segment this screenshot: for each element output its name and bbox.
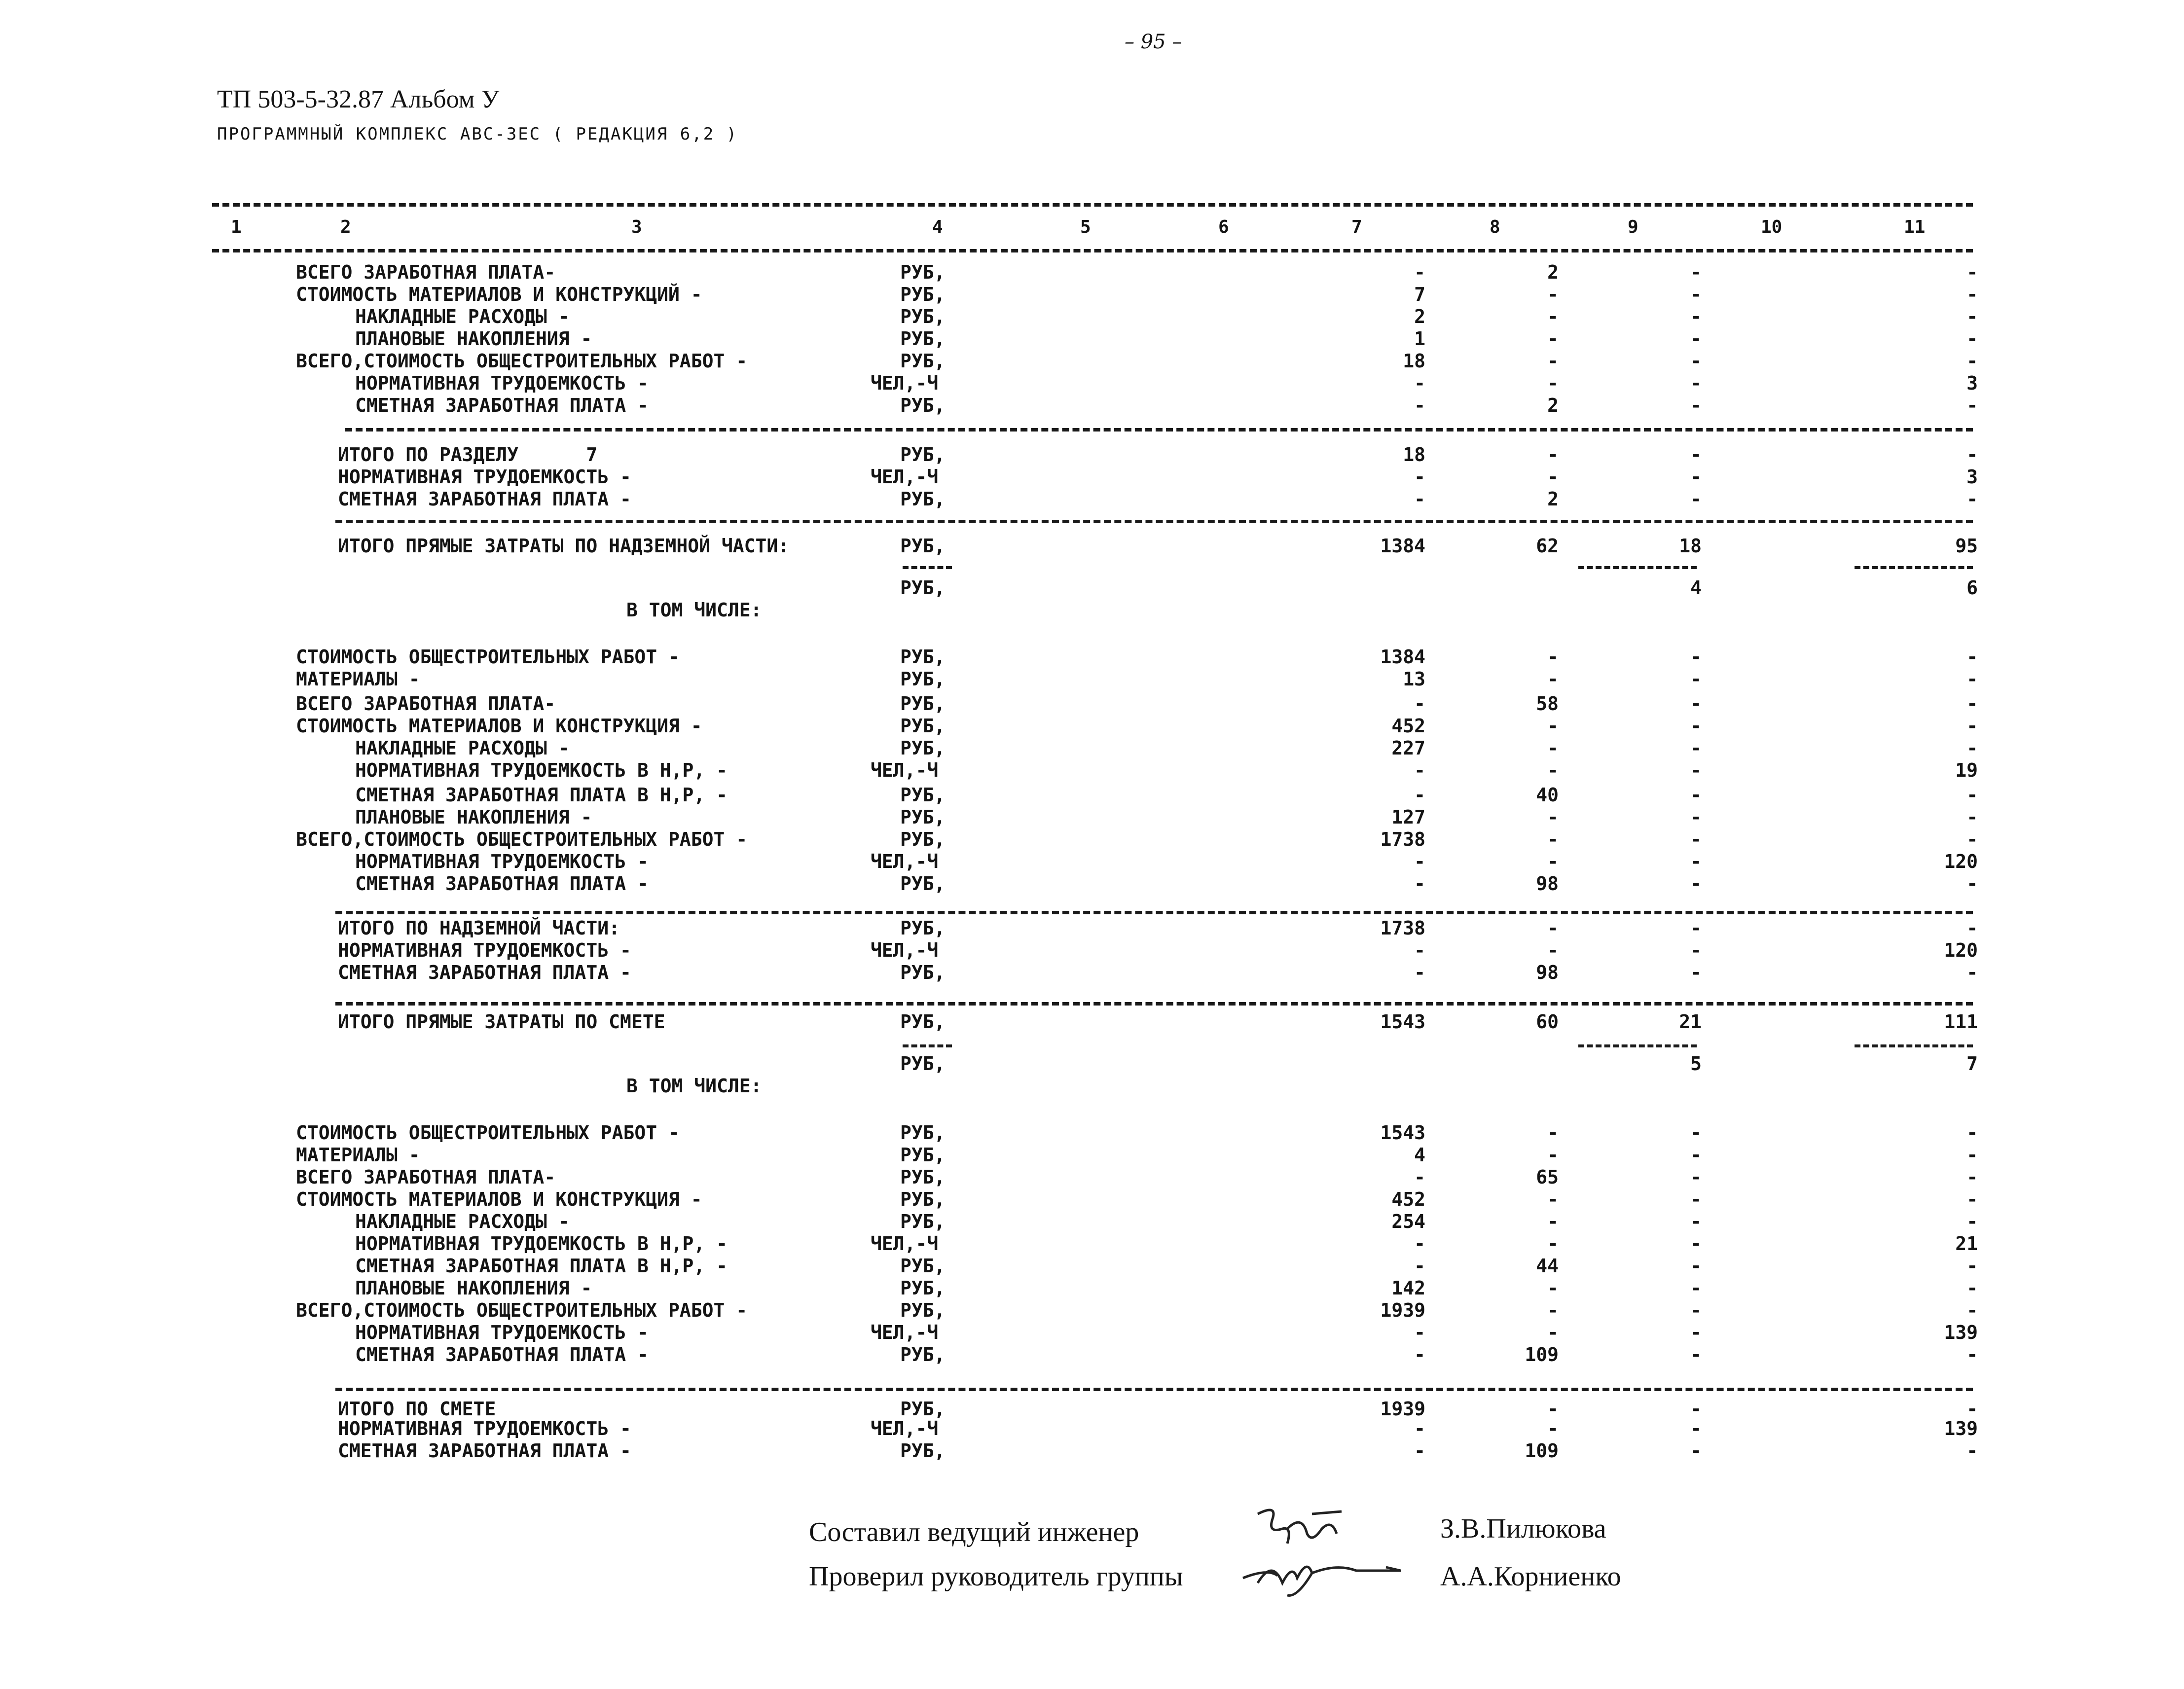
row-value-c11: 3 — [1966, 372, 1978, 394]
row-value-c11: - — [1966, 284, 1978, 305]
row-value-c11: 7 — [1966, 1053, 1978, 1075]
row-unit: РУБ, — [900, 328, 946, 350]
row-value-c8: 62 — [1536, 535, 1559, 557]
row-unit: РУБ, — [900, 1011, 946, 1033]
row-value-c7: 142 — [1391, 1277, 1425, 1299]
row-value-c7: 1543 — [1380, 1122, 1425, 1144]
row-value-c9: - — [1690, 284, 1702, 305]
row-value-c8: - — [1547, 444, 1559, 466]
row-value-c9: - — [1690, 372, 1702, 394]
row-unit: РУБ, — [900, 1440, 946, 1462]
row-value-c11: - — [1966, 1188, 1978, 1210]
row-label: ВСЕГО ЗАРАБОТНАЯ ПЛАТА- — [296, 261, 556, 283]
row-value-c8: - — [1547, 1144, 1559, 1166]
row-value-c11: 19 — [1955, 759, 1978, 781]
row-label: ВСЕГО ЗАРАБОТНАЯ ПЛАТА- — [296, 1166, 556, 1188]
row-value-c11: - — [1966, 917, 1978, 939]
row-value-c11: - — [1966, 1122, 1978, 1144]
row-value-c11: - — [1966, 873, 1978, 895]
row-value-c11: - — [1966, 306, 1978, 327]
row-value-c8: 98 — [1536, 962, 1559, 983]
row-label: СТОИМОСТЬ МАТЕРИАЛОВ И КОНСТРУКЦИЙ - — [296, 284, 702, 305]
row-value-c8: 98 — [1536, 873, 1559, 895]
row-unit: РУБ, — [900, 784, 946, 806]
row-value-c7: - — [1414, 1233, 1425, 1255]
row-unit: РУБ, — [900, 535, 946, 557]
row-value-c7: 1 — [1414, 328, 1425, 350]
row-value-c8: - — [1547, 306, 1559, 327]
row-unit: ЧЕЛ,-Ч — [871, 1233, 939, 1255]
row-value-c11: - — [1966, 328, 1978, 350]
row-value-c11: - — [1966, 444, 1978, 466]
row-value-c9: 4 — [1690, 577, 1702, 599]
row-label: ПЛАНОВЫЕ НАКОПЛЕНИЯ - — [355, 1277, 592, 1299]
composed-by-label: Составил ведущий инженер — [809, 1517, 1139, 1547]
row-value-c11: - — [1966, 668, 1978, 690]
row-unit: РУБ, — [900, 1299, 946, 1321]
row-value-c11: - — [1966, 1398, 1978, 1420]
row-value-c11: - — [1966, 1166, 1978, 1188]
row-value-c9: - — [1690, 444, 1702, 466]
row-value-c8: - — [1547, 284, 1559, 305]
row-value-c8: - — [1547, 1188, 1559, 1210]
row-value-c7: - — [1414, 1440, 1425, 1462]
column-number: 8 — [1490, 217, 1500, 237]
row-label: СМЕТНАЯ ЗАРАБОТНАЯ ПЛАТА - — [338, 1440, 631, 1462]
row-label: НОРМАТИВНАЯ ТРУДОЕМКОСТЬ - — [355, 851, 649, 872]
row-value-c8: - — [1547, 917, 1559, 939]
row-value-c9: - — [1690, 873, 1702, 895]
row-value-c9: - — [1690, 939, 1702, 961]
row-value-c9: - — [1690, 488, 1702, 510]
row-value-c11: 139 — [1944, 1418, 1978, 1439]
row-value-c7: 4 — [1414, 1144, 1425, 1166]
row-unit: РУБ, — [900, 917, 946, 939]
row-value-c9: 5 — [1690, 1053, 1702, 1075]
row-label: СМЕТНАЯ ЗАРАБОТНАЯ ПЛАТА - — [338, 488, 631, 510]
row-unit: РУБ, — [900, 261, 946, 283]
row-label: НОРМАТИВНАЯ ТРУДОЕМКОСТЬ - — [355, 1322, 649, 1343]
row-unit: РУБ, — [900, 828, 946, 850]
row-value-c9: - — [1690, 1277, 1702, 1299]
checker-name: А.А.Корниенко — [1440, 1561, 1621, 1592]
row-unit: РУБ, — [900, 737, 946, 759]
row-value-c9: - — [1690, 806, 1702, 828]
row-value-c8: 2 — [1547, 395, 1559, 416]
row-value-c8: - — [1547, 737, 1559, 759]
row-value-c11: - — [1966, 1211, 1978, 1232]
row-label: МАТЕРИАЛЫ - — [296, 1144, 420, 1166]
row-value-c11: - — [1966, 1440, 1978, 1462]
row-value-c8: - — [1547, 646, 1559, 668]
subtotal-dash — [903, 566, 952, 569]
row-label: НОРМАТИВНАЯ ТРУДОЕМКОСТЬ - — [338, 466, 631, 488]
row-unit: РУБ, — [900, 1122, 946, 1144]
row-value-c11: - — [1966, 488, 1978, 510]
row-value-c7: - — [1414, 1255, 1425, 1277]
row-value-c7: - — [1414, 873, 1425, 895]
row-value-c9: 21 — [1679, 1011, 1702, 1033]
row-value-c11: 120 — [1944, 939, 1978, 961]
row-value-c9: - — [1690, 1122, 1702, 1144]
row-unit: РУБ, — [900, 395, 946, 416]
row-value-c7: - — [1414, 962, 1425, 983]
column-number: 6 — [1218, 217, 1229, 237]
row-value-c8: 58 — [1536, 693, 1559, 715]
row-label: СМЕТНАЯ ЗАРАБОТНАЯ ПЛАТА - — [355, 873, 649, 895]
row-unit: РУБ, — [900, 646, 946, 668]
row-value-c11: - — [1966, 350, 1978, 372]
row-value-c9: - — [1690, 1440, 1702, 1462]
row-value-c8: - — [1547, 1277, 1559, 1299]
row-value-c7: 1384 — [1380, 535, 1425, 557]
row-unit: РУБ, — [900, 1398, 946, 1420]
row-unit: РУБ, — [900, 1188, 946, 1210]
row-value-c8: - — [1547, 1299, 1559, 1321]
row-label: ВСЕГО,СТОИМОСТЬ ОБЩЕСТРОИТЕЛЬНЫХ РАБОТ - — [296, 350, 748, 372]
row-value-c9: - — [1690, 350, 1702, 372]
row-value-c9: - — [1690, 1322, 1702, 1343]
column-number: 5 — [1080, 217, 1091, 237]
row-unit: РУБ, — [900, 715, 946, 737]
column-number: 7 — [1351, 217, 1362, 237]
row-value-c11: - — [1966, 715, 1978, 737]
row-value-c8: 2 — [1547, 261, 1559, 283]
row-unit: РУБ, — [900, 488, 946, 510]
row-value-c7: 254 — [1391, 1211, 1425, 1232]
row-label: НОРМАТИВНАЯ ТРУДОЕМКОСТЬ - — [338, 1418, 631, 1439]
row-value-c9: - — [1690, 759, 1702, 781]
row-value-c9: - — [1690, 306, 1702, 327]
row-value-c7: 1543 — [1380, 1011, 1425, 1033]
row-value-c7: 452 — [1391, 1188, 1425, 1210]
row-value-c8: 2 — [1547, 488, 1559, 510]
row-label: НОРМАТИВНАЯ ТРУДОЕМКОСТЬ - — [355, 372, 649, 394]
row-value-c9: - — [1690, 1299, 1702, 1321]
row-label: ИТОГО ПРЯМЫЕ ЗАТРАТЫ ПО НАДЗЕМНОЙ ЧАСТИ: — [338, 535, 790, 557]
row-value-c9: - — [1690, 466, 1702, 488]
row-unit: ЧЕЛ,-Ч — [871, 939, 939, 961]
row-label: ВСЕГО,СТОИМОСТЬ ОБЩЕСТРОИТЕЛЬНЫХ РАБОТ - — [296, 828, 748, 850]
row-value-c7: - — [1414, 939, 1425, 961]
row-unit: РУБ, — [900, 1277, 946, 1299]
row-value-c9: - — [1690, 1166, 1702, 1188]
row-unit: ЧЕЛ,-Ч — [871, 466, 939, 488]
row-unit: РУБ, — [900, 1255, 946, 1277]
row-unit: РУБ, — [900, 1053, 946, 1075]
column-number: 4 — [932, 217, 943, 237]
row-value-c8: 109 — [1525, 1440, 1559, 1462]
row-value-c7: - — [1414, 784, 1425, 806]
row-value-c7: - — [1414, 466, 1425, 488]
row-value-c7: - — [1414, 261, 1425, 283]
row-value-c8: - — [1547, 1233, 1559, 1255]
row-value-c7: 1939 — [1380, 1299, 1425, 1321]
row-value-c7: - — [1414, 395, 1425, 416]
row-value-c9: - — [1690, 962, 1702, 983]
row-label: ИТОГО ПРЯМЫЕ ЗАТРАТЫ ПО СМЕТЕ — [338, 1011, 665, 1033]
column-number: 9 — [1628, 217, 1638, 237]
row-value-c11: - — [1966, 784, 1978, 806]
composer-name: З.В.Пилюкова — [1440, 1513, 1606, 1544]
column-number: 3 — [631, 217, 642, 237]
row-value-c7: - — [1414, 693, 1425, 715]
row-value-c8: - — [1547, 1398, 1559, 1420]
row-value-c8: - — [1547, 1418, 1559, 1439]
row-value-c11: - — [1966, 693, 1978, 715]
row-value-c11: - — [1966, 806, 1978, 828]
row-unit: РУБ, — [900, 1211, 946, 1232]
row-value-c9: - — [1690, 1255, 1702, 1277]
row-value-c8: - — [1547, 851, 1559, 872]
row-value-c7: 452 — [1391, 715, 1425, 737]
dashed-rule — [335, 520, 1973, 523]
subtotal-dash — [1578, 566, 1697, 569]
row-label: СТОИМОСТЬ МАТЕРИАЛОВ И КОНСТРУКЦИЯ - — [296, 715, 702, 737]
row-value-c11: - — [1966, 962, 1978, 983]
row-label: ИТОГО ПО СМЕТЕ — [338, 1398, 496, 1420]
dashed-rule — [345, 428, 1973, 431]
row-value-c7: 18 — [1403, 350, 1425, 372]
row-value-c8: - — [1547, 1122, 1559, 1144]
row-value-c7: - — [1414, 1418, 1425, 1439]
row-value-c7: - — [1414, 1166, 1425, 1188]
row-value-c11: - — [1966, 1344, 1978, 1366]
row-value-c7: 1384 — [1380, 646, 1425, 668]
row-label: ВСЕГО,СТОИМОСТЬ ОБЩЕСТРОИТЕЛЬНЫХ РАБОТ - — [296, 1299, 748, 1321]
row-value-c8: - — [1547, 372, 1559, 394]
row-unit: ЧЕЛ,-Ч — [871, 851, 939, 872]
row-label: В ТОМ ЧИСЛЕ: — [626, 599, 762, 621]
row-value-c11: - — [1966, 1277, 1978, 1299]
row-label: НАКЛАДНЫЕ РАСХОДЫ - — [355, 306, 570, 327]
row-unit: РУБ, — [900, 1144, 946, 1166]
row-value-c8: 44 — [1536, 1255, 1559, 1277]
row-value-c11: - — [1966, 828, 1978, 850]
row-value-c9: - — [1690, 828, 1702, 850]
column-number: 2 — [340, 217, 351, 237]
row-value-c8: - — [1547, 1322, 1559, 1343]
row-value-c9: - — [1690, 1211, 1702, 1232]
row-value-c8: 60 — [1536, 1011, 1559, 1033]
document-title: ТП 503-5-32.87 Альбом У — [217, 85, 500, 113]
row-value-c8: - — [1547, 759, 1559, 781]
row-value-c11: 139 — [1944, 1322, 1978, 1343]
row-unit: РУБ, — [900, 693, 946, 715]
row-value-c7: 13 — [1403, 668, 1425, 690]
row-value-c7: - — [1414, 1344, 1425, 1366]
row-value-c8: - — [1547, 806, 1559, 828]
row-value-c7: 1738 — [1380, 917, 1425, 939]
row-value-c9: - — [1690, 1344, 1702, 1366]
column-number: 1 — [231, 217, 242, 237]
row-label: НОРМАТИВНАЯ ТРУДОЕМКОСТЬ В Н,Р, - — [355, 1233, 728, 1255]
row-value-c9: - — [1690, 851, 1702, 872]
row-label: ПЛАНОВЫЕ НАКОПЛЕНИЯ - — [355, 328, 592, 350]
row-value-c9: - — [1690, 328, 1702, 350]
row-unit: ЧЕЛ,-Ч — [871, 759, 939, 781]
row-label: СТОИМОСТЬ ОБЩЕСТРОИТЕЛЬНЫХ РАБОТ - — [296, 1122, 680, 1144]
row-label: ИТОГО ПО РАЗДЕЛУ 7 — [338, 444, 598, 466]
row-unit: РУБ, — [900, 1344, 946, 1366]
row-value-c7: 227 — [1391, 737, 1425, 759]
row-label: МАТЕРИАЛЫ - — [296, 668, 420, 690]
row-unit: РУБ, — [900, 1166, 946, 1188]
row-value-c7: 2 — [1414, 306, 1425, 327]
row-value-c9: - — [1690, 715, 1702, 737]
row-value-c9: - — [1690, 1188, 1702, 1210]
row-value-c8: - — [1547, 828, 1559, 850]
subtotal-dash — [1578, 1044, 1697, 1047]
row-value-c9: - — [1690, 1233, 1702, 1255]
row-value-c11: - — [1966, 261, 1978, 283]
row-label: СМЕТНАЯ ЗАРАБОТНАЯ ПЛАТА - — [355, 1344, 649, 1366]
row-value-c11: 6 — [1966, 577, 1978, 599]
row-value-c7: - — [1414, 1322, 1425, 1343]
row-value-c7: - — [1414, 372, 1425, 394]
row-unit: РУБ, — [900, 577, 946, 599]
row-value-c7: 127 — [1391, 806, 1425, 828]
row-value-c11: 95 — [1955, 535, 1978, 557]
subtotal-dash — [1855, 566, 1973, 569]
row-value-c11: - — [1966, 395, 1978, 416]
row-value-c8: - — [1547, 939, 1559, 961]
signature-checker — [1238, 1548, 1406, 1603]
row-value-c9: - — [1690, 737, 1702, 759]
row-value-c9: - — [1690, 646, 1702, 668]
row-value-c11: - — [1966, 1144, 1978, 1166]
row-value-c7: 7 — [1414, 284, 1425, 305]
row-value-c9: - — [1690, 395, 1702, 416]
dashed-rule — [212, 249, 1973, 252]
row-label: СМЕТНАЯ ЗАРАБОТНАЯ ПЛАТА - — [355, 395, 649, 416]
column-number: 11 — [1904, 217, 1926, 237]
row-value-c11: 111 — [1944, 1011, 1978, 1033]
row-value-c9: - — [1690, 668, 1702, 690]
row-value-c11: 3 — [1966, 466, 1978, 488]
row-value-c8: - — [1547, 466, 1559, 488]
row-label: ВСЕГО ЗАРАБОТНАЯ ПЛАТА- — [296, 693, 556, 715]
row-value-c7: - — [1414, 851, 1425, 872]
column-number: 10 — [1761, 217, 1783, 237]
row-unit: ЧЕЛ,-Ч — [871, 1322, 939, 1343]
row-value-c8: - — [1547, 1211, 1559, 1232]
row-unit: РУБ, — [900, 668, 946, 690]
row-unit: ЧЕЛ,-Ч — [871, 1418, 939, 1439]
row-value-c7: 1939 — [1380, 1398, 1425, 1420]
row-value-c9: - — [1690, 1418, 1702, 1439]
row-value-c11: - — [1966, 646, 1978, 668]
row-unit: РУБ, — [900, 306, 946, 327]
row-value-c9: - — [1690, 784, 1702, 806]
row-value-c8: - — [1547, 715, 1559, 737]
row-unit: РУБ, — [900, 284, 946, 305]
subtotal-dash — [1855, 1044, 1973, 1047]
row-label: НАКЛАДНЫЕ РАСХОДЫ - — [355, 737, 570, 759]
row-value-c8: 40 — [1536, 784, 1559, 806]
row-label: НАКЛАДНЫЕ РАСХОДЫ - — [355, 1211, 570, 1232]
row-value-c8: - — [1547, 668, 1559, 690]
row-value-c8: 109 — [1525, 1344, 1559, 1366]
page-number: – 95 – — [1125, 31, 1182, 53]
dashed-rule — [335, 1002, 1973, 1006]
row-value-c9: - — [1690, 693, 1702, 715]
row-value-c11: - — [1966, 1299, 1978, 1321]
row-unit: РУБ, — [900, 444, 946, 466]
row-label: СТОИМОСТЬ ОБЩЕСТРОИТЕЛЬНЫХ РАБОТ - — [296, 646, 680, 668]
row-label: ИТОГО ПО НАДЗЕМНОЙ ЧАСТИ: — [338, 917, 620, 939]
row-value-c7: 1738 — [1380, 828, 1425, 850]
row-label: ПЛАНОВЫЕ НАКОПЛЕНИЯ - — [355, 806, 592, 828]
row-unit: РУБ, — [900, 873, 946, 895]
row-value-c11: 120 — [1944, 851, 1978, 872]
row-label: СМЕТНАЯ ЗАРАБОТНАЯ ПЛАТА В Н,Р, - — [355, 1255, 728, 1277]
row-label: СМЕТНАЯ ЗАРАБОТНАЯ ПЛАТА В Н,Р, - — [355, 784, 728, 806]
row-label: НОРМАТИВНАЯ ТРУДОЕМКОСТЬ - — [338, 939, 631, 961]
row-value-c9: - — [1690, 261, 1702, 283]
row-unit: РУБ, — [900, 350, 946, 372]
row-value-c9: - — [1690, 1398, 1702, 1420]
row-label: СМЕТНАЯ ЗАРАБОТНАЯ ПЛАТА - — [338, 962, 631, 983]
checked-by-label: Проверил руководитель группы — [809, 1561, 1183, 1592]
row-value-c9: - — [1690, 917, 1702, 939]
row-value-c7: - — [1414, 759, 1425, 781]
row-value-c11: - — [1966, 737, 1978, 759]
dashed-rule — [212, 203, 1973, 207]
row-value-c9: 18 — [1679, 535, 1702, 557]
program-subtitle: ПРОГРАММНЫЙ КОМПЛЕКС АВС-3ЕС ( РЕДАКЦИЯ 6,2 ) — [217, 124, 738, 144]
row-value-c8: 65 — [1536, 1166, 1559, 1188]
row-value-c11: 21 — [1955, 1233, 1978, 1255]
row-unit: РУБ, — [900, 962, 946, 983]
row-value-c7: - — [1414, 488, 1425, 510]
row-value-c8: - — [1547, 350, 1559, 372]
row-value-c11: - — [1966, 1255, 1978, 1277]
subtotal-dash — [903, 1044, 952, 1047]
row-label: СТОИМОСТЬ МАТЕРИАЛОВ И КОНСТРУКЦИЯ - — [296, 1188, 702, 1210]
row-label: НОРМАТИВНАЯ ТРУДОЕМКОСТЬ В Н,Р, - — [355, 759, 728, 781]
row-label: В ТОМ ЧИСЛЕ: — [626, 1075, 762, 1097]
row-value-c7: 18 — [1403, 444, 1425, 466]
dashed-rule — [335, 911, 1973, 914]
row-value-c9: - — [1690, 1144, 1702, 1166]
row-unit: РУБ, — [900, 806, 946, 828]
row-unit: ЧЕЛ,-Ч — [871, 372, 939, 394]
row-value-c8: - — [1547, 328, 1559, 350]
dashed-rule — [335, 1388, 1973, 1391]
